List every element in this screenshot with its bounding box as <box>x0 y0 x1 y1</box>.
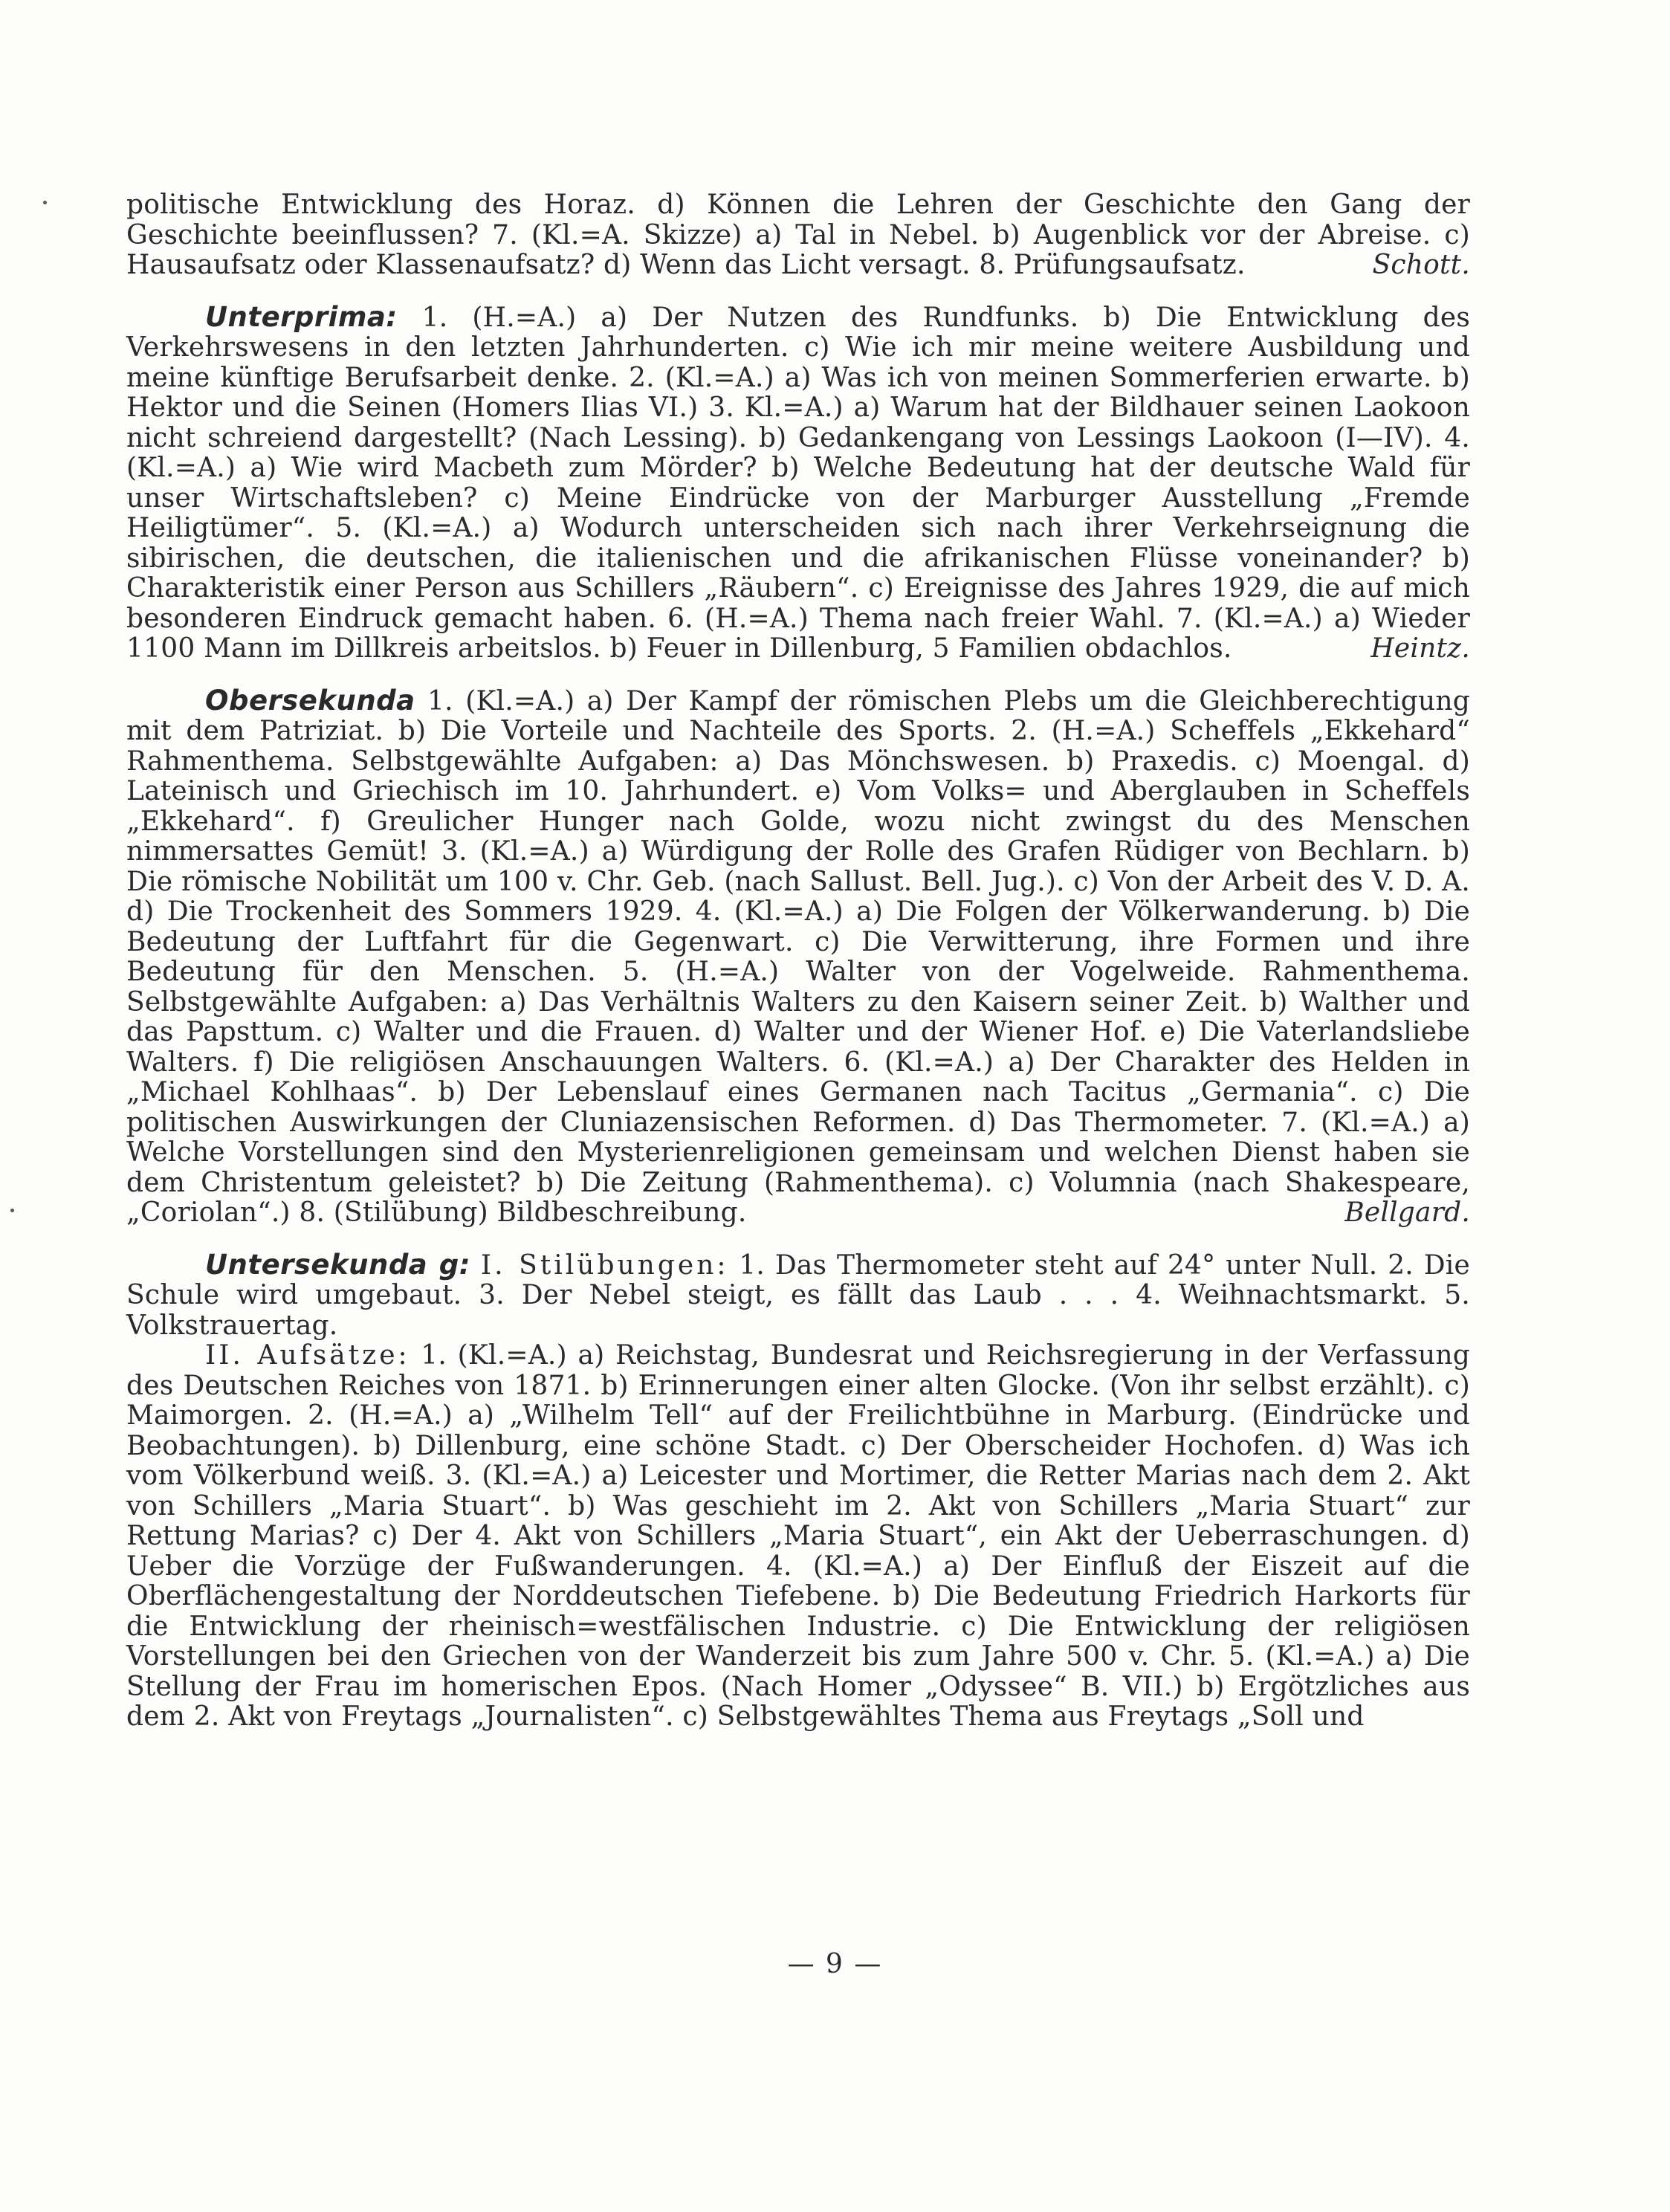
page-number: — 9 — <box>787 1949 883 1979</box>
untersekunda-stil-label: I. Stilübungen: <box>480 1249 729 1281</box>
scan-speck <box>43 201 47 204</box>
obersekunda-paragraph <box>126 686 1470 1229</box>
intro-author: Schott. <box>1372 250 1470 280</box>
untersekunda-heading: Untersekunda g: <box>205 1248 471 1281</box>
aufsaetze-paragraph <box>126 1341 1470 1733</box>
intro-paragraph <box>126 190 1470 281</box>
obersekunda-author: Bellgard. <box>1344 1197 1470 1228</box>
unterprima-paragraph <box>126 300 1470 664</box>
obersekunda-heading: Obersekunda <box>205 684 415 717</box>
aufsaetze-text: 1. (Kl.=A.) a) Reichstag, Bundesrat und Reichsregierung in der Verfassung des Deutschen Reiches von 1871. b) Erinnerungen einer alten Glocke. (Von ihr selbst erzählt). c) Maimorgen. 2. (H.=A.) a) „Wilhelm Tell“ auf der Freilichtbühne in Marburg. (Eindrücke und Beobachtungen). b) Dillenburg, eine schöne Stadt. c) Der Oberscheider Hochofen. d) Was ich vom Völkerbund weiß. 3. (Kl.=A.) a) Leicester und Mortimer, die Retter Marias nach dem 2. Akt von Schillers „Maria Stuart“. b) Was geschieht im 2. Akt von Schillers „Maria Stuart“ zur Rettung Marias? c) Der 4. Akt von Schillers „Maria Stuart“, ein Akt der Ueberraschungen. d) Ueber die Vorzüge der Fußwanderungen. 4. (Kl.=A.) a) Der Einfluß der Eiszeit auf die Oberflächengestaltung der Norddeutschen Tiefebene. b) Die Bedeutung Friedrich Harkorts für die Entwicklung der rheinisch=westfälischen Industrie. c) Die Entwicklung der religiösen Vorstellungen bei den Griechen von der Wanderzeit bis zum Jahre 500 v. Chr. 5. (Kl.=A.) a) Die Stellung der Frau im homerischen Epos. (Nach Homer „Odyssee“ B. VII.) b) Ergötzliches aus dem 2. Akt von Freytags „Journalisten“. c) Selbstgewähltes Thema aus Freytags „Soll und <box>126 1340 1470 1732</box>
page-body <box>126 190 1470 1733</box>
untersekunda-stil-text: 1. Das Thermometer steht auf 24° unter Null. 2. Die Schule wird umgebaut. 3. Der Nebel steigt, es fällt das Laub . . . 4. Weihnachtsmarkt. 5. Volkstrauertag. <box>126 1249 1471 1341</box>
unterprima-heading: Unterprima: <box>205 300 398 333</box>
obersekunda-text: 1. (Kl.=A.) a) Der Kampf der römischen Plebs um die Gleichberechtigung mit dem Patriziat. b) Die Vorteile und Nachteile des Sports. 2. (H.=A.) Scheffels „Ekkehard“ Rahmenthema. Selbstgewählte Aufgaben: a) Das Mönchswesen. b) Praxedis. c) Moengal. d) Lateinisch und Griechisch im 10. Jahrhundert. e) Vom Volks= und Aberglauben in Scheffels „Ekkehard“. f) Greulicher Hunger nach Golde, wozu nicht zwingst du des Menschen nimmersattes Gemüt! 3. (Kl.=A.) a) Würdigung der Rolle des Grafen Rüdiger von Bechlarn. b) Die römische Nobilität um 100 v. Chr. Geb. (nach Sallust. Bell. Jug.). c) Von der Arbeit des V. D. A. d) Die Trockenheit des Sommers 1929. 4. (Kl.=A.) a) Die Folgen der Völkerwanderung. b) Die Bedeutung der Luftfahrt für die Gegenwart. c) Die Verwitterung, ihre Formen und ihre Bedeutung für den Menschen. 5. (H.=A.) Walter von der Vogelweide. Rahmenthema. Selbstgewählte Aufgaben: a) Das Verhältnis Walters zu den Kaisern seiner Zeit. b) Walther und das Papsttum. c) Walter und die Frauen. d) Walter und der Wiener Hof. e) Die Vaterlandsliebe Walters. f) Die religiösen Anschauungen Walters. 6. (Kl.=A.) a) Der Charakter des Helden in „Michael Kohlhaas“. b) Der Lebenslauf eines Germanen nach Tacitus „Germania“. c) Die politischen Auswirkungen der Cluniazensischen Reformen. d) Das Thermometer. 7. (Kl.=A.) a) Welche Vorstellungen sind den Mysterienreligionen gemeinsam und welchen Dienst haben sie dem Christentum geleistet? b) Die Zeitung (Rahmenthema). c) Volumnia (nach Shakespeare, „Coriolan“.) 8. (Stilübung) Bildbeschreibung. <box>126 685 1470 1228</box>
scan-speck <box>10 1209 14 1212</box>
untersekunda-paragraph <box>126 1250 1470 1342</box>
intro-text: politische Entwicklung des Horaz. d) Können die Lehren der Geschichte den Gang der Geschichte beeinflussen? 7. (Kl.=A. Skizze) a) Tal in Nebel. b) Augenblick vor der Abreise. c) Hausaufsatz oder Klassenaufsatz? d) Wenn das Licht versagt. 8. Prüfungsaufsatz. <box>126 190 1470 280</box>
aufsaetze-label: II. Aufsätze: <box>205 1340 410 1371</box>
unterprima-author: Heintz. <box>1370 633 1470 664</box>
unterprima-text: 1. (H.=A.) a) Der Nutzen des Rundfunks. b) Die Entwicklung des Verkehrswesens in den letzten Jahrhunderten. c) Wie ich mir meine weitere Ausbildung und meine künftige Berufsarbeit denke. 2. (Kl.=A.) a) Was ich von meinen Sommerferien erwarte. b) Hektor und die Seinen (Homers Ilias VI.) 3. Kl.=A.) a) Warum hat der Bildhauer seinen Laokoon nicht schreiend dargestellt? (Nach Lessing). b) Gedankengang von Lessings Laokoon (I—IV). 4. (Kl.=A.) a) Wie wird Macbeth zum Mörder? b) Welche Bedeutung hat der deutsche Wald für unser Wirtschaftsleben? c) Meine Eindrücke von der Marburger Ausstellung „Fremde Heiligtümer“. 5. (Kl.=A.) a) Wodurch unterscheiden sich nach ihrer Verkehrseignung die sibirischen, die deutschen, die italienischen und die afrikanischen Flüsse voneinander? b) Charakteristik einer Person aus Schillers „Räubern“. c) Ereignisse des Jahres 1929, die auf mich besonderen Eindruck gemacht haben. 6. (H.=A.) Thema nach freier Wahl. 7. (Kl.=A.) a) Wieder 1100 Mann im Dillkreis arbeitslos. b) Feuer in Dillenburg, 5 Familien obdachlos. <box>126 302 1470 664</box>
